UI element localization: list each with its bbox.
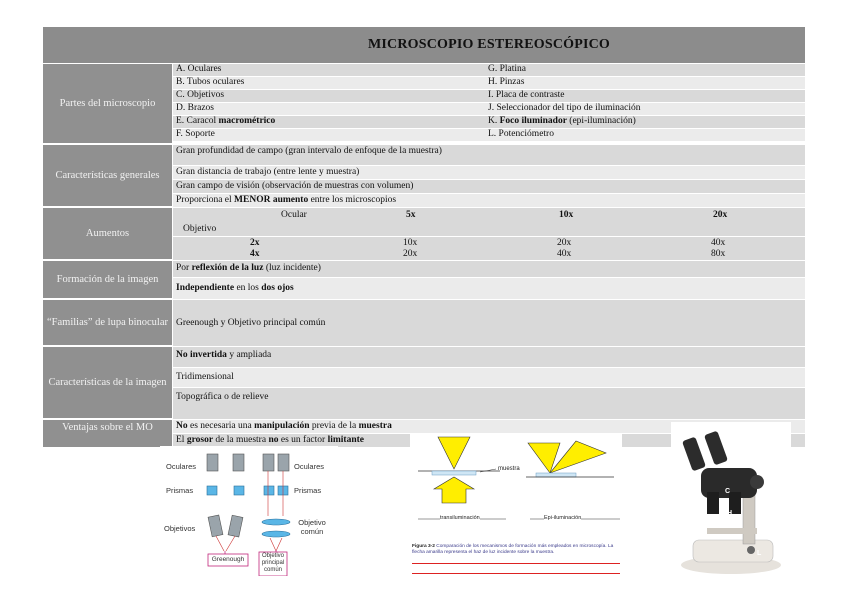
list-item: D. Brazos J. Seleccionador del tipo de iluminación (173, 103, 805, 115)
microscope-photo (671, 422, 791, 579)
photo-label-a: A (687, 426, 693, 433)
table-header (43, 27, 805, 63)
list-item: Independiente en los dos ojos (173, 278, 805, 299)
magnification-cell: 20x (403, 249, 418, 259)
magnification-cell: 40x (711, 238, 726, 248)
list-item: No invertida y ampliada (173, 347, 805, 367)
photo-label-e: E (763, 486, 768, 493)
magnification-table (173, 208, 805, 260)
row-label-aumentos: Aumentos (43, 208, 172, 260)
photo-label-i: I (733, 522, 735, 529)
list-item: A. Oculares G. Platina (173, 64, 805, 76)
photo-label-h: H (727, 510, 733, 517)
photo-label-j: J (775, 512, 779, 519)
objetivo-value: 4x (250, 249, 260, 259)
label-prismas-left: Prismas (166, 486, 194, 495)
label-objetivo-comun: Objetivo común (298, 518, 326, 536)
magnification-cell: 20x (557, 238, 572, 248)
list-item: Gran profundidad de campo (gran intervalo de enfoque de la muestra) (173, 145, 805, 165)
row-label-familias: “Familias” de lupa binocular (43, 300, 172, 346)
row-label-ventajas: Ventajas sobre el MO (43, 420, 172, 448)
photo-label-d: D (765, 464, 771, 471)
label-muestra: muestra (498, 466, 520, 472)
list-item: Greenough y Objetivo principal común (173, 300, 805, 346)
row-caract-imagen (43, 347, 805, 419)
label-greenough: Greenough (211, 556, 245, 563)
photo-label-b: B (761, 442, 767, 449)
photo-label-g: G (711, 522, 717, 529)
list-item: Proporciona el MENOR aumento entre los microscopios (173, 194, 805, 207)
caption-highlight (412, 563, 620, 574)
row-familias (43, 300, 805, 346)
photo-label-l: L (757, 550, 762, 557)
row-formacion (43, 261, 805, 299)
label-epi-iluminacion: Epi-iluminación (544, 515, 582, 521)
magnification-cell: 10x (403, 238, 418, 248)
row-label-formacion: Formación de la imagen (43, 261, 172, 299)
page-title: MICROSCOPIO ESTEREOSCÓPICO (367, 37, 611, 52)
row-label-partes: Partes del microscopio (43, 64, 172, 144)
ocular-header: Ocular (281, 210, 307, 220)
magnification-cell: 40x (557, 249, 572, 259)
list-item: Tridimensional (173, 368, 805, 387)
stereo-types-diagram (160, 446, 338, 576)
objetivo-header: Objetivo (183, 224, 217, 234)
magnification-cell: 80x (711, 249, 726, 259)
label-oculares-right: Oculares (294, 462, 325, 471)
list-item: Gran campo de visión (observación de muestras con volumen) (173, 180, 805, 193)
ocular-value: 5x (406, 210, 416, 220)
list-item: B. Tubos oculares H. Pinzas (173, 77, 805, 89)
figure-caption: Figura 3-2 Comparación de los mecanismos de formación más empleados en microscopía. La flecha amarilla representa el haz de luz incidente sobre la muestra. (412, 544, 614, 555)
list-item: El grosor de la muestra no es un factor limitante (173, 434, 805, 447)
list-item: F. Soporte L. Potenciómetro (173, 129, 805, 141)
label-oculares-left: Oculares (166, 462, 197, 471)
label-objetivo-principal: Objetivo principal común (261, 553, 285, 573)
label-prismas-right: Prismas (294, 486, 322, 495)
row-partes (43, 64, 805, 144)
ocular-value: 10x (559, 210, 574, 220)
label-objetivos: Objetivos (164, 524, 196, 533)
ocular-value: 20x (713, 210, 728, 220)
row-aumentos (43, 208, 805, 260)
row-label-caract-imagen: Características de la imagen (43, 347, 172, 419)
label-transiluminacion: transiluminación (440, 515, 480, 521)
row-label-caracteristicas: Características generales (43, 145, 172, 207)
list-item: Gran distancia de trabajo (entre lente y muestra) (173, 166, 805, 179)
objetivo-value: 2x (250, 238, 260, 248)
list-item: Topográfica o de relieve (173, 388, 805, 419)
list-item: E. Caracol macrométrico K. Foco iluminador (epi-iluminación) (173, 116, 805, 128)
row-caracteristicas (43, 145, 805, 207)
illumination-figure (410, 433, 622, 581)
list-item: Por reflexión de la luz (luz incidente) (173, 261, 805, 277)
photo-label-c: C (725, 488, 731, 495)
list-item: C. Objetivos I. Placa de contraste (173, 90, 805, 102)
list-item: No es necesaria una manipulación previa de la muestra (173, 420, 805, 433)
